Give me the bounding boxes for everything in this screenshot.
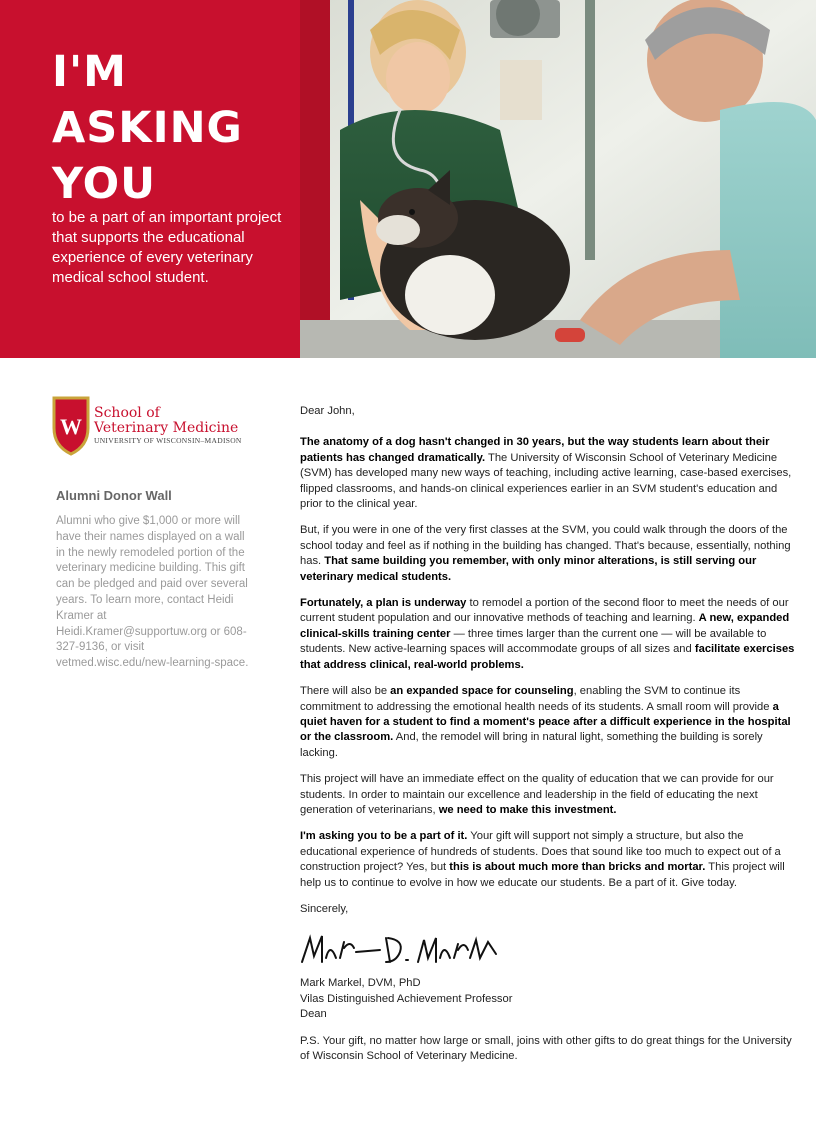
body-text: But, if you were in one of the very first classes at the SVM, you could walk through the doors of the school today and feel as if nothing in the building has changed. That's because, essentially, nothing has. xyxy=(300,524,791,568)
letter-paragraph xyxy=(300,435,800,512)
university-name: UNIVERSITY OF WISCONSIN–MADISON xyxy=(94,436,242,445)
headline-line: ASKING xyxy=(52,103,243,153)
bold-text: Fortunately, a plan is underway xyxy=(300,597,467,610)
signer-block xyxy=(300,976,800,1022)
signer-name: Mark Markel, DVM, PhD xyxy=(300,977,421,990)
bold-text: we need to make this investment. xyxy=(438,803,617,816)
uw-crest-icon xyxy=(52,394,90,456)
veterinary-exam-photo xyxy=(300,0,816,358)
school-logo xyxy=(52,394,282,458)
body-text: This project will help us to continue to evolve in how we educate our students. Be a part of it. Give today. xyxy=(300,861,785,889)
body-text: — three times larger than the current one — will be available to students. New active-learning spaces will accommodate groups of all sizes and xyxy=(300,627,767,656)
bold-text: A new, expanded clinical-skills training center xyxy=(300,612,790,640)
bold-text: The anatomy of a dog hasn't changed in 30 years, but the way students learn about their patients has changed dramatically. xyxy=(300,436,770,464)
sidebar-body: Alumni who give $1,000 or more will have their names displayed on a wall in the newly remodeled portion of the veterinary medicine building. This gift can be pledged and paid over several years. To learn more, contact Heidi Kramer at Heidi.Kramer@supportuw.org or 608-327-9136, or visit vetmed.wisc.edu/new-learning-space. xyxy=(56,515,249,670)
body-text: The University of Wisconsin School of Veterinary Medicine (SVM) has developed many new ways of teaching, including active learning, case-based exercises, flipped classrooms, and hands-on clinical experiences earlier in an SVM student's education and prior to the clinical year. xyxy=(300,451,792,511)
red-headline-panel xyxy=(0,0,300,358)
letter-paragraph xyxy=(300,772,800,818)
bold-text: facilitate exercises that address clinical, real-world problems. xyxy=(300,643,795,671)
headline-subtext: to be a part of an important project that supports the educational experience of every veterinary medical school student. xyxy=(52,209,282,286)
postscript: P.S. Your gift, no matter how large or small, joins with other gifts to do great things for the University of Wisconsin School of Veterinary Medicine. xyxy=(300,1034,792,1062)
school-name xyxy=(94,406,238,436)
header-photo xyxy=(300,0,816,358)
body-text: This project will have an immediate effect on the quality of education that we can provide for our students. In order to maintain our excellence and leadership in the field of educating the next generation of veterinarians, xyxy=(300,773,774,816)
signature-image xyxy=(300,928,500,972)
closing: Sincerely, xyxy=(300,902,349,915)
sidebar-title: Alumni Donor Wall xyxy=(56,488,172,503)
school-name-line: Veterinary Medicine xyxy=(94,420,239,436)
body-text: Your gift will support not simply a structure, but also the educational experience of hundreds of students. Does that sound like too much to expect out of a construction project? Yes, but xyxy=(300,830,781,874)
letter-paragraph xyxy=(300,684,800,761)
letter-body xyxy=(300,404,800,1075)
salutation: Dear John, xyxy=(300,405,355,417)
body-text: There will also be xyxy=(300,685,391,698)
letter-paragraph xyxy=(300,523,800,585)
crest-letter: W xyxy=(60,414,82,439)
headline-line: I'M xyxy=(52,47,127,97)
body-text: to remodel a portion of the second floor to meet the needs of our current student population and our innovative methods of teaching and learning. xyxy=(300,597,789,625)
school-name-line: School of xyxy=(94,405,160,421)
bold-text: That same building you remember, with only minor alterations, is still serving our veterinary medical students. xyxy=(300,555,757,583)
bold-text: an expanded space for counseling xyxy=(390,685,574,698)
body-text: , enabling the SVM to continue its commitment to addressing the emotional health needs of its students. A small room will provide xyxy=(300,685,773,713)
bold-text: I'm asking you to be a part of it. xyxy=(300,830,468,843)
handwritten-signature xyxy=(300,928,800,972)
headline xyxy=(52,44,243,212)
letter-paragraph xyxy=(300,596,800,673)
bold-text: a quiet haven for a student to find a moment's peace after a difficult experience in the hospital or the classroom. xyxy=(300,700,791,744)
letter-paragraph xyxy=(300,829,800,891)
bold-text: this is about much more than bricks and mortar. xyxy=(449,861,706,874)
signer-role: Dean xyxy=(300,1008,327,1021)
body-text: And, the remodel will bring in natural light, something the building is sorely lacking. xyxy=(300,731,763,759)
headline-line: YOU xyxy=(52,159,157,209)
header-banner xyxy=(0,0,816,358)
signer-title: Vilas Distinguished Achievement Professor xyxy=(300,992,513,1005)
